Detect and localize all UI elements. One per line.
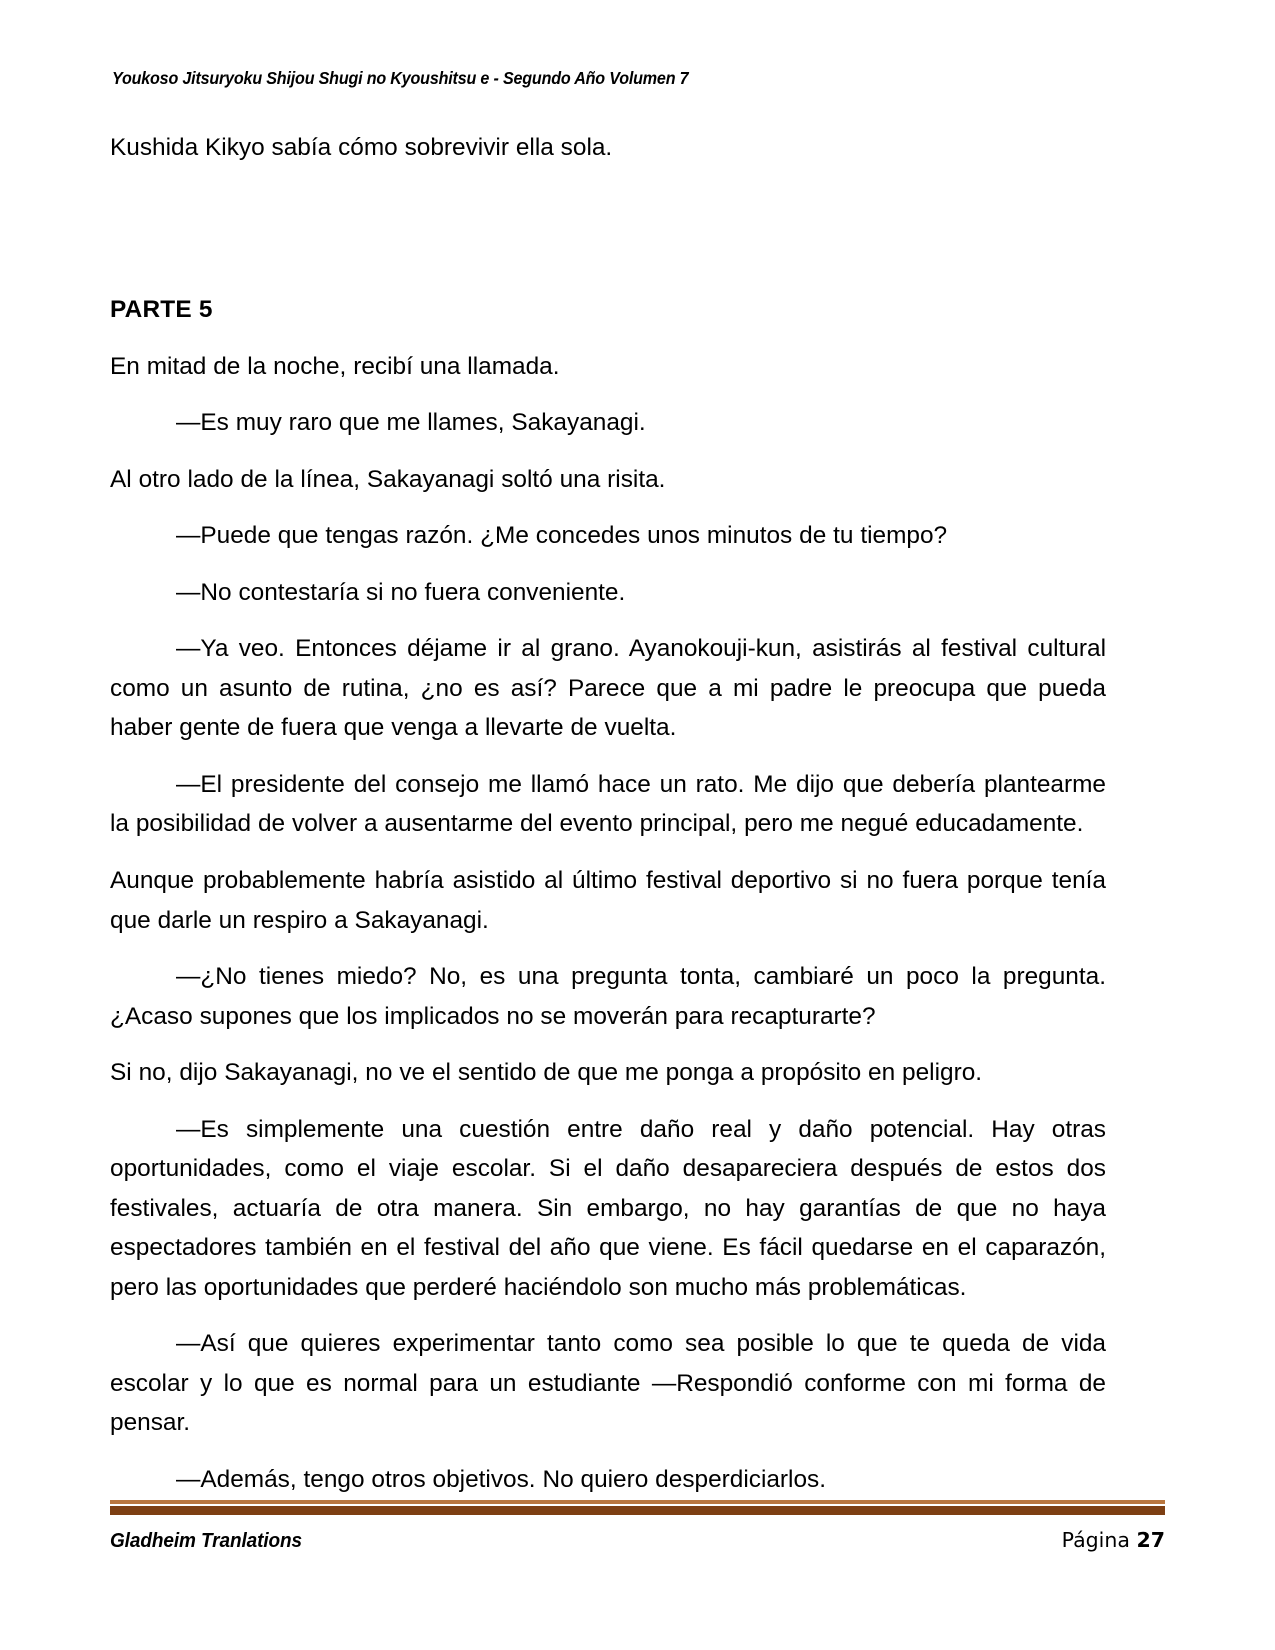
opening-paragraph: Kushida Kikyo sabía cómo sobrevivir ella sola. (110, 134, 613, 161)
paragraph-p10: Si no, dijo Sakayanagi, no ve el sentido de que me ponga a propósito en peligro. (110, 1059, 983, 1087)
section-heading: PARTE 5 (110, 295, 213, 323)
page-footer (110, 1500, 1165, 1553)
section-spacer (110, 185, 1106, 293)
document-body (110, 128, 1106, 1516)
paragraph-p6: —Ya veo. Entonces déjame ir al grano. Ayanokouji-kun, asistirás al festival cultural como un asunto de rutina, ¿no es así? Parece que a mi padre le preocupa que pueda haber gente de fuera que venga a llevarte de vuelta. (110, 635, 1106, 742)
running-header-title: Youkoso Jitsuryoku Shijou Shugi no Kyoushitsu e - Segundo Año Volumen 7 (112, 68, 689, 88)
paragraph-p8: Aunque probablemente habría asistido al último festival deportivo si no fuera porque tenía que darle un respiro a Sakayanagi. (110, 867, 1106, 934)
paragraph-p11: —Es simplemente una cuestión entre daño real y daño potencial. Hay otras oportunidades, como el viaje escolar. Si el daño desapareciera después de estos dos festivales, actuaría de otra manera. Sin embargo, no hay garantías de que no haya espectadores también en el festival del año que viene. Es fácil quedarse en el caparazón, pero las oportunidades que perderé haciéndolo son mucho más problemáticas. (110, 1115, 1106, 1301)
paragraph-p5: —No contestaría si no fuera conveniente. (176, 578, 626, 606)
footer-page-indicator (1062, 1528, 1165, 1552)
paragraph-p12: —Así que quieres experimentar tanto como sea posible lo que te queda de vida escolar y lo que es normal para un estudiante —Respondió conforme con mi forma de pensar. (110, 1330, 1106, 1437)
footer-brand-label: Gladheim Tranlations (110, 1530, 303, 1552)
footer-content-row (110, 1528, 1165, 1553)
paragraph-p1: En mitad de la noche, recibí una llamada. (110, 352, 560, 380)
paragraph-p2: —Es muy raro que me llames, Sakayanagi. (176, 409, 646, 437)
footer-rule-dark (110, 1506, 1165, 1515)
paragraph-p4: —Puede que tengas razón. ¿Me concedes unos minutos de tu tiempo? (176, 522, 948, 550)
paragraph-p13: —Además, tengo otros objetivos. No quiero desperdiciarlos. (176, 1465, 827, 1493)
paragraph-p9: —¿No tienes miedo? No, es una pregunta tonta, cambiaré un poco la pregunta. ¿Acaso supones que los implicados no se moverán para recapturarte? (110, 963, 1106, 1030)
footer-page-label: Página (1061, 1528, 1130, 1552)
paragraph-p7: —El presidente del consejo me llamó hace un rato. Me dijo que debería plantearme la posibilidad de volver a ausentarme del evento principal, pero me negué educadamente. (110, 770, 1106, 838)
footer-page-number: 27 (1136, 1528, 1165, 1552)
paragraph-p3: Al otro lado de la línea, Sakayanagi soltó una risita. (110, 465, 666, 493)
footer-divider-rule (110, 1500, 1165, 1515)
